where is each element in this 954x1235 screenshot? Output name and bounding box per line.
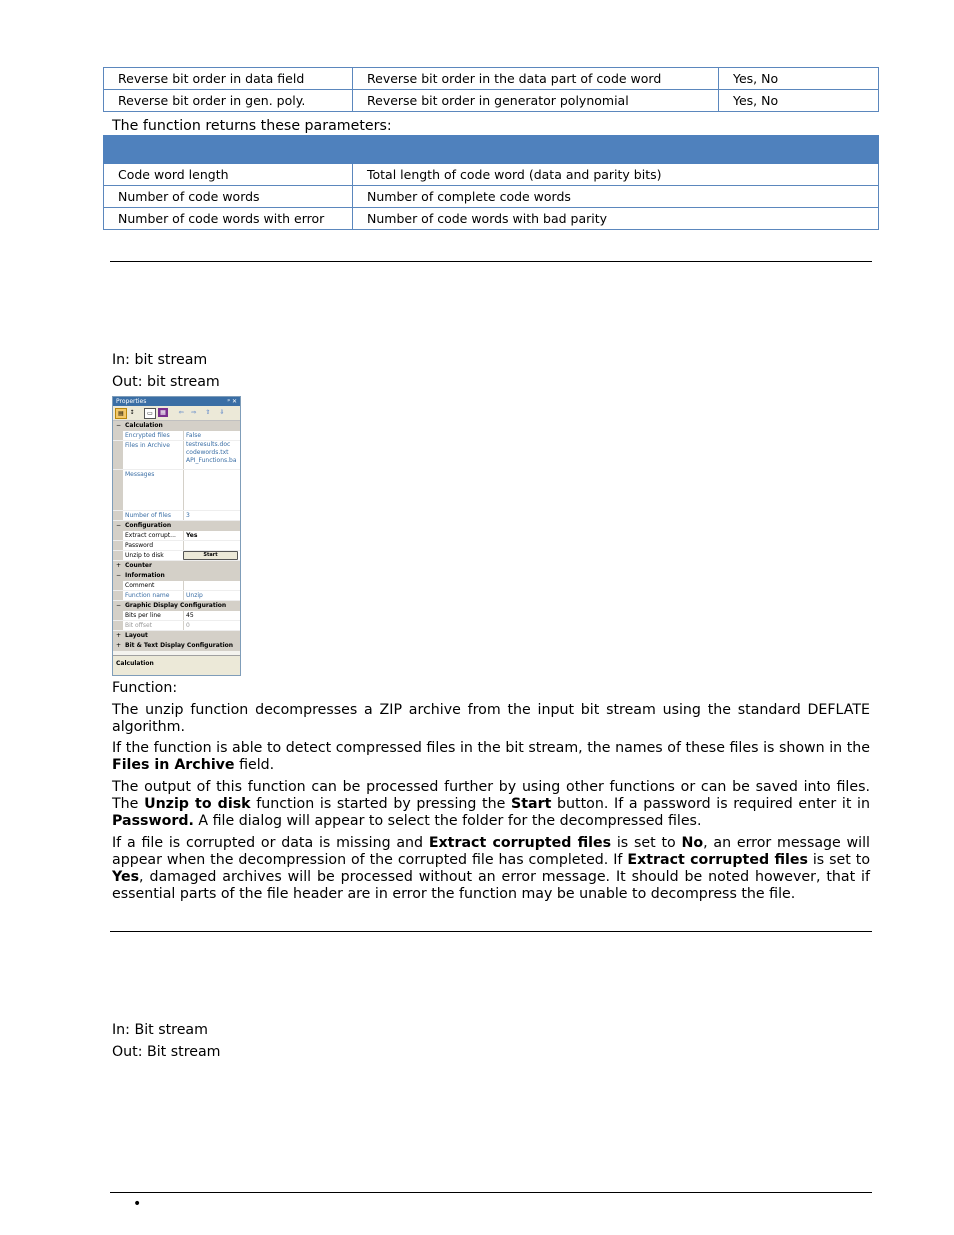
property-name: Bit offset: [125, 622, 153, 629]
footer-rule: [110, 1192, 872, 1193]
table-row: [104, 208, 879, 230]
paragraph-text: is set to: [611, 835, 682, 851]
property-row[interactable]: [113, 621, 240, 631]
property-value[interactable]: 45: [183, 611, 241, 620]
table-header-row: [104, 136, 879, 164]
table-cell: Number of complete code words: [353, 186, 879, 208]
table-row: [104, 186, 879, 208]
table-row: [104, 90, 879, 112]
expand-icon[interactable]: +: [116, 632, 122, 639]
category-calculation[interactable]: [113, 421, 240, 431]
property-name: Function name: [125, 592, 170, 599]
property-name: Unzip to disk: [125, 552, 164, 559]
paragraph-text: If the function is able to detect compressed files in the bit stream, the names of these files is shown in the: [112, 740, 870, 756]
bold-term: Yes: [112, 869, 140, 885]
parameter-table-continued: [103, 67, 879, 112]
property-value[interactable]: Yes: [183, 531, 241, 540]
properties-title-bar: [113, 397, 240, 406]
property-name: Encrypted files: [125, 432, 170, 439]
property-grid: [113, 421, 240, 651]
table-cell: Reverse bit order in the data part of code word: [353, 68, 719, 90]
bold-term: Files in Archive: [112, 757, 235, 773]
table-header-cell: [104, 136, 353, 164]
arrow-bottom-icon[interactable]: ⇩: [219, 409, 225, 416]
file-name: testresults.doc: [186, 441, 231, 448]
arrow-right-icon[interactable]: ⇨: [191, 409, 197, 416]
property-row[interactable]: [113, 551, 240, 561]
property-row[interactable]: [113, 441, 240, 470]
property-row[interactable]: [113, 541, 240, 551]
property-row[interactable]: [113, 431, 240, 441]
footer-bullet: •: [133, 1196, 142, 1212]
bold-term: Unzip to disk: [144, 796, 251, 812]
bold-term: Password.: [112, 813, 194, 829]
category-label: Bit & Text Display Configuration: [125, 642, 234, 649]
collapse-icon[interactable]: −: [116, 572, 122, 579]
paragraph-text: is set to: [807, 852, 870, 868]
table-row: [104, 164, 879, 186]
property-name: Files in Archive: [125, 442, 170, 449]
property-name: Bits per line: [125, 612, 161, 619]
collapse-icon[interactable]: −: [116, 602, 122, 609]
table-cell: Total length of code word (data and parity bits): [353, 164, 879, 186]
table-row: [104, 68, 879, 90]
paragraph: [112, 835, 870, 903]
arrow-top-icon[interactable]: ⇧: [205, 409, 211, 416]
category-label: Layout: [125, 632, 148, 639]
paragraph-text: The output of this function can be processed further by using other functions or can be saved into files. The: [112, 779, 870, 812]
category-configuration[interactable]: [113, 521, 240, 531]
pin-close-icon[interactable]: ᵖ ✕: [227, 398, 237, 405]
table-cell: Code word length: [104, 164, 353, 186]
paragraph-text: , damaged archives will be processed without an error message. It should be noted however, that if essential parts of the file header are in error the function may be unable to decompress the file.: [112, 869, 870, 902]
paragraph: [112, 779, 870, 830]
input-label: In: Bit stream: [112, 1022, 208, 1038]
category-label: Calculation: [125, 422, 163, 429]
paragraph-text: The unzip function decompresses a ZIP archive from the input bit stream using the standard DEFLATE algorithm.: [112, 702, 870, 735]
properties-toolbar: [113, 406, 240, 421]
bold-term: Extract corrupted files: [627, 852, 808, 868]
paragraph: [112, 702, 870, 736]
section-divider: [110, 931, 872, 932]
property-value: 3: [183, 511, 241, 520]
bold-term: Start: [511, 796, 552, 812]
property-row[interactable]: [113, 470, 240, 511]
return-parameter-table: [103, 135, 879, 230]
paragraph-text: If a file is corrupted or data is missing and: [112, 835, 429, 851]
output-label: Out: bit stream: [112, 374, 220, 390]
property-name: Comment: [125, 582, 155, 589]
properties-panel: [112, 396, 241, 676]
table-cell: Reverse bit order in gen. poly.: [104, 90, 353, 112]
property-name: Number of files: [125, 512, 171, 519]
function-label: Function:: [112, 680, 178, 696]
property-name: Messages: [125, 471, 155, 478]
output-label: Out: Bit stream: [112, 1044, 221, 1060]
table-cell: Yes, No: [719, 68, 879, 90]
table-header-cell: [353, 136, 879, 164]
property-value: [183, 470, 241, 510]
paragraph-text: button. If a password is required enter it in: [551, 796, 870, 812]
file-name: API_Functions.ba: [186, 457, 237, 464]
expand-icon[interactable]: +: [116, 642, 122, 649]
table-cell: Yes, No: [719, 90, 879, 112]
bold-term: No: [681, 835, 704, 851]
properties-title: Properties: [116, 398, 147, 405]
collapse-icon[interactable]: −: [116, 522, 122, 529]
section-divider: [110, 261, 872, 262]
table-cell: Reverse bit order in generator polynomial: [353, 90, 719, 112]
paragraph-text: function is started by pressing the: [250, 796, 512, 812]
category-layout[interactable]: [113, 631, 240, 641]
property-description: Calculation: [113, 655, 240, 675]
property-row[interactable]: [113, 591, 240, 601]
table-cell: Number of code words with error: [104, 208, 353, 230]
categorized-icon[interactable]: ▤: [115, 408, 127, 419]
paragraph: [112, 740, 870, 774]
paragraph-text: field.: [234, 757, 275, 773]
category-label: Graphic Display Configuration: [125, 602, 227, 609]
expand-icon[interactable]: +: [116, 562, 122, 569]
property-value: False: [183, 431, 241, 440]
property-value: Unzip: [183, 591, 241, 600]
property-pages-icon[interactable]: ▭: [144, 408, 156, 419]
table-cell: Number of code words: [104, 186, 353, 208]
property-row[interactable]: [113, 581, 240, 591]
property-name: Extract corrupt...: [125, 532, 176, 539]
collapse-icon[interactable]: −: [116, 422, 122, 429]
property-row[interactable]: [113, 511, 240, 521]
property-row[interactable]: [113, 611, 240, 621]
arrow-left-icon[interactable]: ⇦: [178, 409, 184, 416]
property-name: Password: [125, 542, 154, 549]
category-label: Information: [125, 572, 165, 579]
events-icon[interactable]: ▦: [158, 408, 168, 417]
table-cell: Number of code words with bad parity: [353, 208, 879, 230]
file-name: codewords.txt: [186, 449, 229, 456]
category-label: Counter: [125, 562, 152, 569]
category-bit-text-display[interactable]: [113, 641, 240, 651]
alphabetical-icon[interactable]: ↕: [129, 409, 135, 416]
property-value: [183, 441, 241, 469]
returns-intro: The function returns these parameters:: [112, 118, 392, 134]
property-value: 0: [183, 621, 241, 630]
start-button[interactable]: Start: [183, 551, 238, 560]
paragraph-text: A file dialog will appear to select the folder for the decompressed files.: [193, 813, 702, 829]
paragraph-text: , an error message will appear when the decompression of the corrupted file has completed. If: [112, 835, 870, 868]
category-information[interactable]: [113, 571, 240, 581]
category-label: Configuration: [125, 522, 172, 529]
bold-term: Extract corrupted files: [428, 835, 612, 851]
property-row[interactable]: [113, 531, 240, 541]
category-counter[interactable]: [113, 561, 240, 571]
input-label: In: bit stream: [112, 352, 208, 368]
category-graphic-display[interactable]: [113, 601, 240, 611]
comment-field[interactable]: [183, 581, 241, 590]
table-cell: Reverse bit order in data field: [104, 68, 353, 90]
password-field[interactable]: [183, 541, 241, 550]
